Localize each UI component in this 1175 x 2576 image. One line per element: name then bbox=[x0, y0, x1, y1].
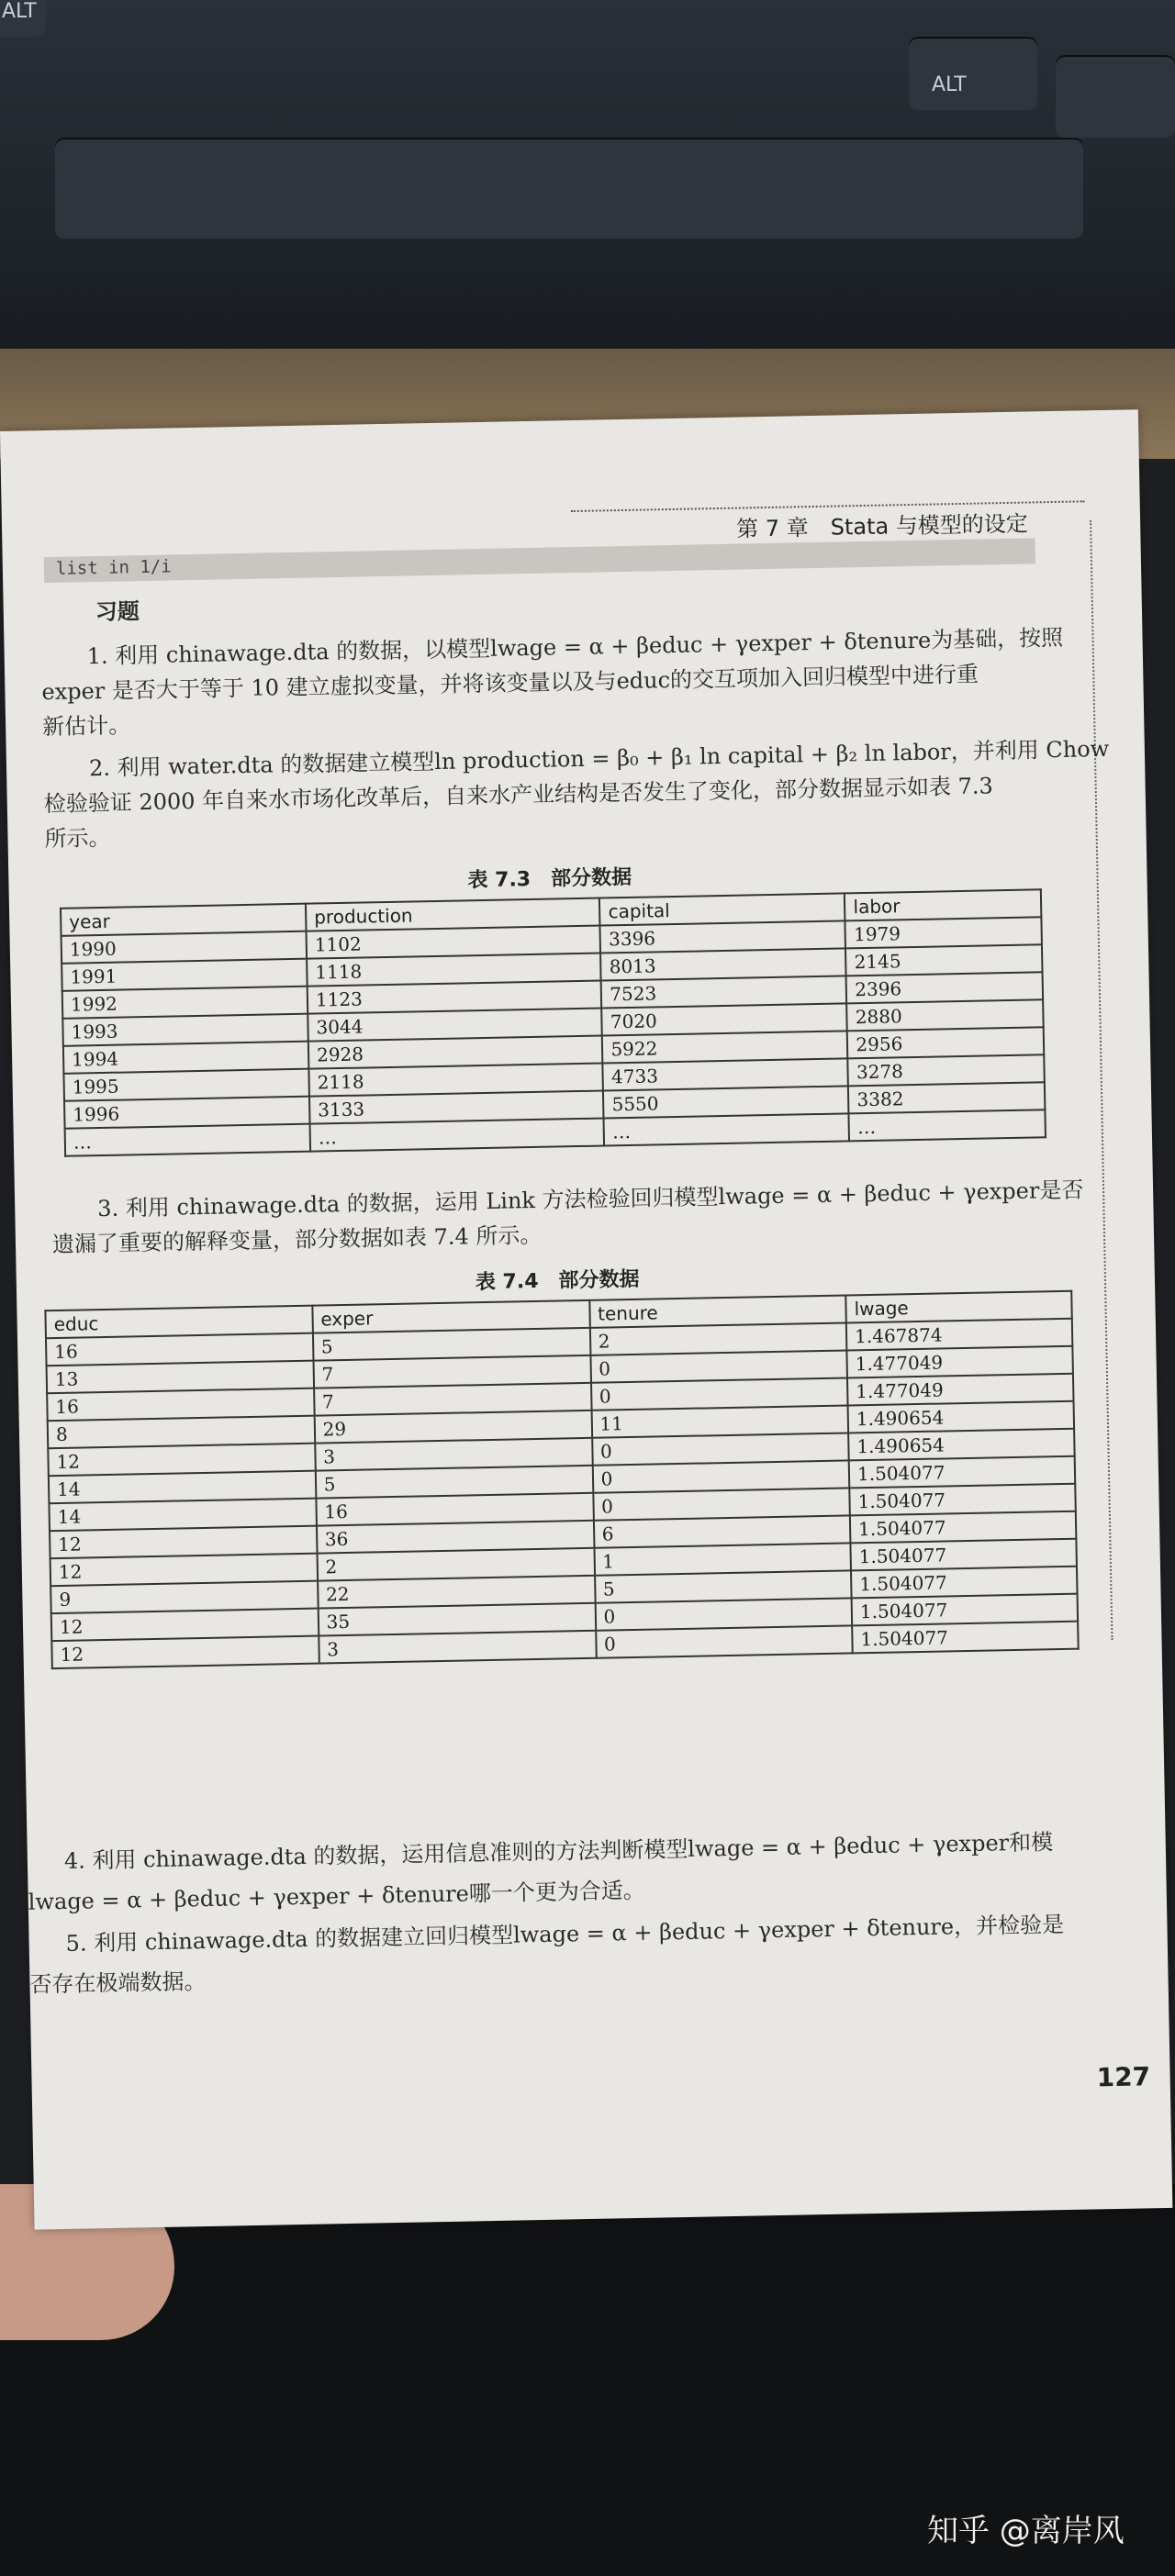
table-cell: 1.477049 bbox=[847, 1374, 1073, 1406]
table-cell: 5 bbox=[313, 1328, 590, 1361]
table73-caption: 表 7.3 部分数据 bbox=[467, 865, 632, 893]
code-bar bbox=[44, 538, 1035, 583]
q3-line1: 3. 利用 chinawage.dta 的数据，运用 Link 方法检验回归模型lwage = α + βeduc + γexper是否 bbox=[97, 1176, 1084, 1222]
q2-line2: 检验验证 2000 年自来水市场化改革后，自来水产业结构是否发生了变化，部分数据显示如表 7.3 bbox=[43, 773, 994, 818]
table-cell: 2928 bbox=[308, 1036, 603, 1069]
table-cell: 35 bbox=[318, 1603, 595, 1636]
table-cell: 12 bbox=[48, 1444, 315, 1477]
table-cell: 1.504077 bbox=[849, 1456, 1075, 1489]
table-cell: 1123 bbox=[308, 981, 602, 1014]
table-cell: … bbox=[65, 1124, 311, 1156]
table-cell: 1.504077 bbox=[849, 1484, 1075, 1516]
table-cell: 1.504077 bbox=[851, 1567, 1077, 1599]
table-cell: 0 bbox=[590, 1350, 847, 1382]
table-cell: 1.504077 bbox=[852, 1622, 1078, 1654]
table-7-4 bbox=[44, 1290, 1079, 1669]
table-cell: 1979 bbox=[845, 917, 1042, 948]
table-cell: 36 bbox=[317, 1521, 594, 1554]
table-cell: 6 bbox=[593, 1515, 850, 1547]
table-cell: 2145 bbox=[845, 944, 1042, 976]
table-cell: 0 bbox=[593, 1488, 850, 1520]
table-cell: 3133 bbox=[309, 1091, 604, 1124]
table-cell: 3396 bbox=[600, 920, 846, 953]
table-cell: 12 bbox=[51, 1609, 319, 1642]
table-cell: 0 bbox=[596, 1625, 853, 1657]
table-cell: 4733 bbox=[603, 1058, 849, 1090]
zhihu-watermark: 知乎 @离岸风 bbox=[927, 2513, 1125, 2549]
table-cell: 2 bbox=[317, 1548, 594, 1581]
table-cell: 1996 bbox=[64, 1097, 310, 1129]
table-cell: 1102 bbox=[307, 926, 601, 959]
table-cell: 1.490654 bbox=[848, 1429, 1074, 1461]
table-cell: 1.490654 bbox=[848, 1401, 1074, 1433]
table-cell: 1992 bbox=[62, 987, 308, 1019]
table-cell: 0 bbox=[595, 1598, 852, 1630]
col-header: educ bbox=[45, 1306, 312, 1339]
table-cell: 12 bbox=[51, 1636, 319, 1669]
table-cell: 5 bbox=[315, 1466, 592, 1499]
table-cell: 14 bbox=[49, 1471, 316, 1504]
table-cell: 1990 bbox=[62, 931, 308, 964]
q4-line2: lwage = α + βeduc + γexper + δtenure哪一个更为合适。 bbox=[28, 1877, 646, 1915]
table-cell: … bbox=[310, 1119, 605, 1152]
table-cell: 16 bbox=[46, 1333, 313, 1366]
page-number: 127 bbox=[1096, 2061, 1151, 2093]
table-7-3 bbox=[60, 888, 1046, 1156]
q1-line1: 1. 利用 chinawage.dta 的数据，以模型lwage = α + βeduc + γexper + δtenure为基础，按照 bbox=[86, 624, 1064, 670]
table-cell: 22 bbox=[318, 1576, 595, 1609]
keyboard-spacebar bbox=[55, 138, 1083, 239]
q2-line1: 2. 利用 water.dta 的数据建立模型ln production = β₀ + β₁ ln capital + β₂ ln labor，并利用 Chow bbox=[88, 735, 1110, 782]
table-cell: 7523 bbox=[601, 976, 847, 1008]
table-cell: … bbox=[604, 1113, 850, 1145]
table-cell: 5922 bbox=[602, 1031, 848, 1063]
table-cell: 8 bbox=[48, 1416, 315, 1449]
table-cell: 12 bbox=[50, 1554, 318, 1587]
col-header: lwage bbox=[845, 1291, 1071, 1323]
table-cell: 1.504077 bbox=[852, 1594, 1078, 1626]
q5-line2: 否存在极端数据。 bbox=[29, 1968, 207, 1998]
exercises-heading: 习题 bbox=[95, 598, 140, 626]
table-cell: 3044 bbox=[308, 1009, 602, 1042]
table-cell: 2880 bbox=[847, 999, 1044, 1031]
table-cell: 2 bbox=[589, 1322, 846, 1355]
table-cell: 3 bbox=[315, 1438, 592, 1471]
chapter-header: 第 7 章 Stata 与模型的设定 bbox=[735, 510, 1029, 542]
table-cell: 16 bbox=[47, 1388, 314, 1422]
key-label-alt-left: ALT bbox=[2, 0, 37, 23]
table-cell: 3 bbox=[319, 1631, 596, 1664]
table-cell: 1 bbox=[594, 1543, 851, 1575]
code-line: list in 1/i bbox=[55, 556, 172, 579]
table-cell: 2118 bbox=[308, 1064, 603, 1097]
table-cell: 7 bbox=[314, 1383, 591, 1416]
margin-rule bbox=[1090, 520, 1113, 1640]
col-header: year bbox=[61, 904, 307, 936]
table-cell: 2956 bbox=[847, 1027, 1044, 1058]
table-cell: 0 bbox=[591, 1377, 848, 1410]
table-cell: 5550 bbox=[603, 1086, 849, 1118]
q1-line2: exper 是否大于等于 10 建立虚拟变量，并将该变量以及与educ的交互项加入回归模型中进行重 bbox=[41, 661, 979, 706]
table-cell: 1.467874 bbox=[846, 1319, 1072, 1351]
table-cell: 5 bbox=[595, 1570, 852, 1602]
table-cell: 9 bbox=[50, 1581, 318, 1614]
book-page bbox=[0, 409, 1172, 2229]
table-cell: 11 bbox=[591, 1405, 848, 1437]
table-cell: 8013 bbox=[600, 948, 846, 980]
table-cell: 3278 bbox=[848, 1054, 1045, 1086]
table-cell: 1994 bbox=[63, 1042, 309, 1074]
keyboard-background bbox=[0, 0, 1175, 385]
col-header: tenure bbox=[589, 1295, 846, 1327]
table-cell: 1991 bbox=[62, 959, 308, 991]
table-cell: 14 bbox=[49, 1499, 316, 1532]
table-cell: 13 bbox=[47, 1361, 314, 1394]
table-cell: 0 bbox=[592, 1460, 849, 1492]
col-header: exper bbox=[312, 1300, 589, 1333]
q3-line2: 遗漏了重要的解释变量，部分数据如表 7.4 所示。 bbox=[51, 1221, 543, 1258]
table-cell: 1.477049 bbox=[846, 1346, 1072, 1378]
q4-line1: 4. 利用 chinawage.dta 的数据，运用信息准则的方法判断模型lwage = α + βeduc + γexper和模 bbox=[63, 1829, 1054, 1874]
table-cell: … bbox=[849, 1110, 1046, 1141]
table-cell: 1993 bbox=[62, 1014, 308, 1046]
table-cell: 0 bbox=[592, 1433, 849, 1465]
table-cell: 16 bbox=[316, 1493, 593, 1526]
table-cell: 7 bbox=[313, 1355, 590, 1388]
table-cell: 1995 bbox=[63, 1069, 309, 1101]
table-cell: 29 bbox=[314, 1411, 591, 1444]
keyboard-key bbox=[1056, 55, 1175, 138]
col-header: production bbox=[306, 898, 600, 931]
key-label-alt-right: ALT bbox=[932, 73, 967, 96]
col-header: labor bbox=[845, 889, 1041, 920]
table-cell: 2396 bbox=[846, 972, 1043, 1003]
table-cell: 1.504077 bbox=[850, 1539, 1076, 1571]
table-cell: 1.504077 bbox=[850, 1511, 1076, 1544]
table-cell: 7020 bbox=[602, 1003, 848, 1035]
table74-caption: 表 7.4 部分数据 bbox=[475, 1267, 640, 1295]
col-header: capital bbox=[599, 893, 845, 925]
table-cell: 1118 bbox=[307, 953, 601, 987]
q5-line1: 5. 利用 chinawage.dta 的数据建立回归模型lwage = α + βeduc + γexper + δtenure，并检验是 bbox=[65, 1912, 1065, 1957]
table-cell: 12 bbox=[50, 1526, 317, 1559]
table-cell: 3382 bbox=[848, 1082, 1045, 1113]
q1-line3: 新估计。 bbox=[41, 712, 131, 741]
q2-line3: 所示。 bbox=[44, 824, 111, 853]
keyboard-key bbox=[909, 37, 1037, 110]
